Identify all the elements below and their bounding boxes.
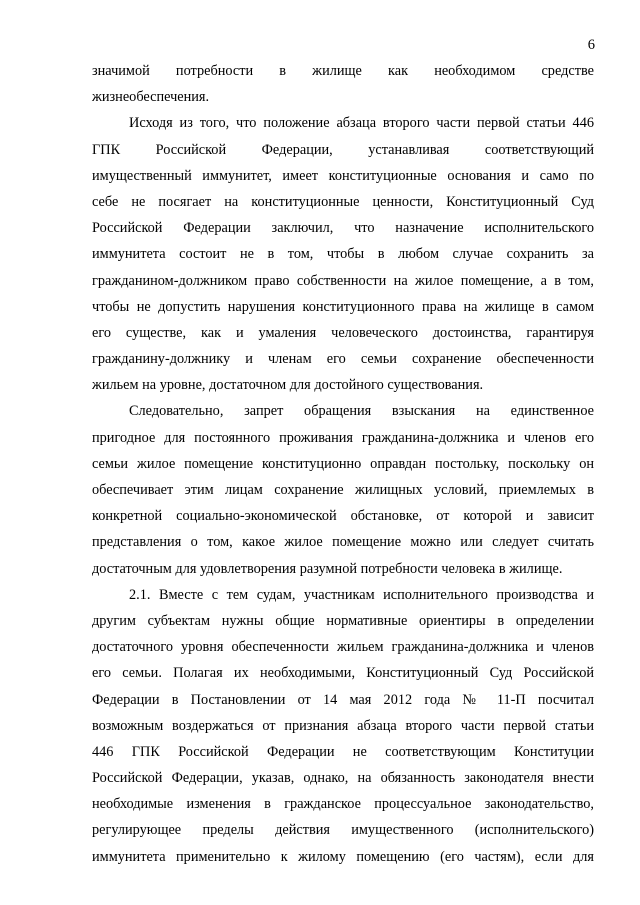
paragraph (92, 398, 594, 581)
text-line: жизнеобеспечения. (92, 89, 210, 106)
text-line: гражданину-должнику и членам его семьи сохранение обеспеченности (92, 351, 594, 368)
text-line: значимой потребности в жилище как необходимом средстве (92, 63, 594, 79)
text-line: иммунитета состоит не в том, чтобы в любом случае сохранить за (92, 246, 594, 263)
text-line: Российской Федерации, указав, однако, на обязанность законодателя внести (92, 770, 594, 787)
text-line: Исходя из того, что положение абзаца второго части первой статьи 446 (129, 115, 594, 132)
paragraph (92, 110, 594, 398)
text-line: семьи жилое помещение конституционно оправдан постольку, поскольку он (92, 455, 594, 472)
text-line: Российской Федерации заключил, что назначение исполнительского (92, 220, 594, 237)
text-line: необходимые изменения в гражданское процессуальное законодательство, (92, 796, 594, 813)
text-line: другим субъектам нужны общие нормативные ориентиры в определении (92, 612, 594, 629)
text-line: имущественный иммунитет, имеет конституционные основания и само по (92, 167, 594, 184)
paragraph (92, 58, 594, 110)
text-line: регулирующее пределы действия имущественного (исполнительского) (92, 822, 594, 839)
text-line: достаточным для удовлетворения разумной потребности человека в жилище. (92, 560, 563, 577)
text-line: жильем на уровне, достаточном для достойного существования. (92, 377, 484, 394)
text-line: ГПК Российской Федерации, устанавливая соответствующий (92, 141, 594, 158)
text-line: возможным воздержаться от признания абзаца второго части первой статьи (92, 717, 594, 734)
body-text (92, 58, 594, 870)
text-line: гражданином-должником право собственности на жилое помещение, а в том, (92, 272, 594, 289)
text-line: его существе, как и умаления человеческого достоинства, гарантируя (92, 324, 594, 341)
page-number: 6 (587, 37, 595, 53)
text-line: Федерации в Постановлении от 14 мая 2012 года № 11-П посчитал (92, 691, 594, 708)
text-line: конкретной социально-экономической обстановке, от которой и зависит (92, 508, 594, 525)
text-line: 446 ГПК Российской Федерации не соответствующим Конституции (92, 743, 594, 760)
text-line: иммунитета применительно к жилому помещению (его частям), если для (92, 848, 594, 865)
text-line: достаточного уровня обеспеченности жильем гражданина-должника и членов (92, 639, 594, 656)
text-line: его семьи. Полагая их необходимыми, Конституционный Суд Российской (92, 665, 594, 682)
text-line: обеспечивает этим лицам сохранение жилищных условий, приемлемых в (92, 482, 594, 498)
text-line: Следовательно, запрет обращения взыскания на единственное (129, 403, 594, 420)
text-line: себе не посягает на конституционные ценности, Конституционный Суд (92, 193, 594, 210)
text-line: пригодное для постоянного проживания гражданина-должника и членов его (92, 429, 594, 446)
paragraph (92, 582, 594, 870)
text-line: чтобы не допустить нарушения конституционного права на жилище в самом (92, 298, 594, 315)
text-line: 2.1. Вместе с тем судам, участникам исполнительного производства и (129, 586, 594, 603)
text-line: представления о том, какое жилое помещение можно или следует считать (92, 534, 594, 551)
